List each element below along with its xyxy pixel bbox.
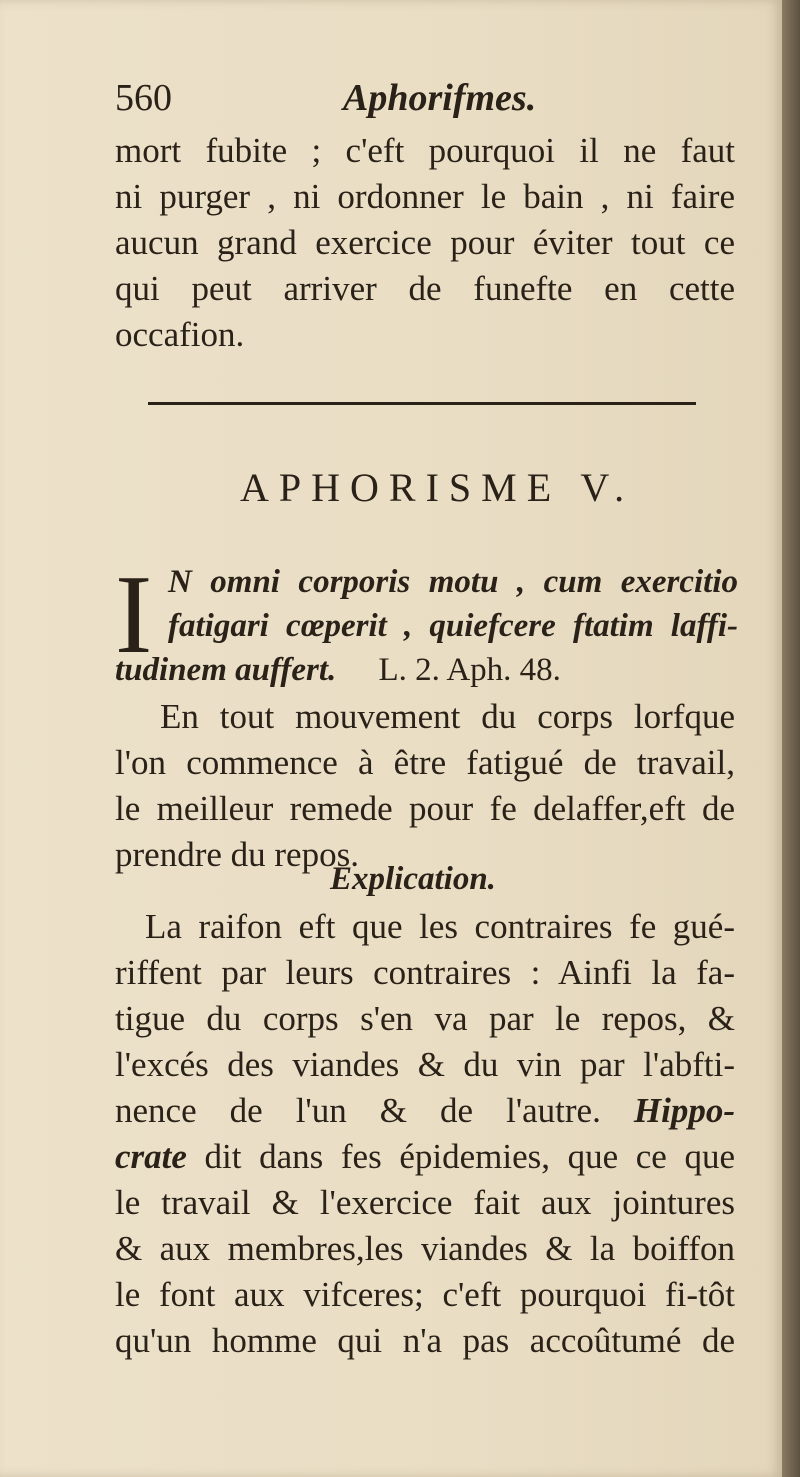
section-divider — [148, 402, 696, 405]
text-line — [115, 1134, 735, 1180]
latin-line — [168, 560, 738, 604]
text-line: tigue du corps s'en va par le repos, & — [115, 999, 735, 1038]
latin-line-2: fatigari cœperit , quiefcere ftatim laffi- — [168, 608, 738, 644]
text-line: le travail & l'exercice fait aux jointures — [115, 1183, 735, 1222]
page-edge — [782, 0, 800, 1477]
text-line: qu'un homme qui n'a pas accoûtumé de — [115, 1321, 735, 1360]
text-line: prendre du repos. — [115, 835, 359, 874]
latin-line — [168, 604, 738, 648]
latin-line-1: N omni corporis motu , cum exercitio — [168, 564, 738, 600]
page-header — [115, 74, 735, 122]
text-line: aucun grand exercice pour éviter tout ce — [115, 223, 735, 262]
text-line: & aux membres,les viandes & la boiffon — [115, 1229, 735, 1268]
text-line: le meilleur remede pour fe delaffer,eft de — [115, 789, 735, 828]
running-title: Aphorifmes. — [343, 77, 537, 119]
text-line: l'on commence à être fatigué de travail, — [115, 743, 735, 782]
top-paragraph — [115, 128, 735, 358]
aphorism-reference: L. 2. Aph. 48. — [378, 652, 561, 688]
drop-cap: I — [115, 553, 153, 677]
text-line: riffent par leurs contraires : Ainfi la fa- — [115, 953, 735, 992]
text-line: ni purger , ni ordonner le bain , ni faire — [115, 177, 735, 216]
text-line: qui peut arriver de funefte en cette — [115, 269, 735, 308]
text-line: l'excés des viandes & du vin par l'abfti- — [115, 1045, 735, 1084]
text-segment: dit dans fes épidemies, que ce que — [204, 1137, 735, 1176]
latin-aphorism — [168, 560, 738, 648]
page-number: 560 — [115, 77, 172, 119]
text-line: occafion. — [115, 315, 245, 354]
text-line: En tout mouvement du corps lorfque — [160, 697, 735, 736]
section-heading: APHORISME V. — [240, 465, 635, 510]
translation-paragraph — [115, 694, 735, 878]
latin-line — [115, 648, 735, 692]
latin-aphorism-end — [115, 648, 735, 692]
latin-line-3: tudinem auffert. — [115, 652, 337, 688]
italic-name: crate — [115, 1137, 187, 1176]
text-segment: nence de l'un & de l'autre. — [115, 1091, 601, 1130]
italic-name: Hippo- — [633, 1091, 735, 1130]
text-line — [115, 1088, 735, 1134]
text-line: le font aux vifceres; c'eft pourquoi fi-tôt — [115, 1275, 735, 1314]
explication-heading: Explication. — [330, 861, 496, 897]
explication-paragraph — [115, 904, 735, 1364]
text-line: La raifon eft que les contraires fe gué- — [145, 907, 735, 946]
text-line: mort fubite ; c'eft pourquoi il ne faut — [115, 131, 735, 170]
